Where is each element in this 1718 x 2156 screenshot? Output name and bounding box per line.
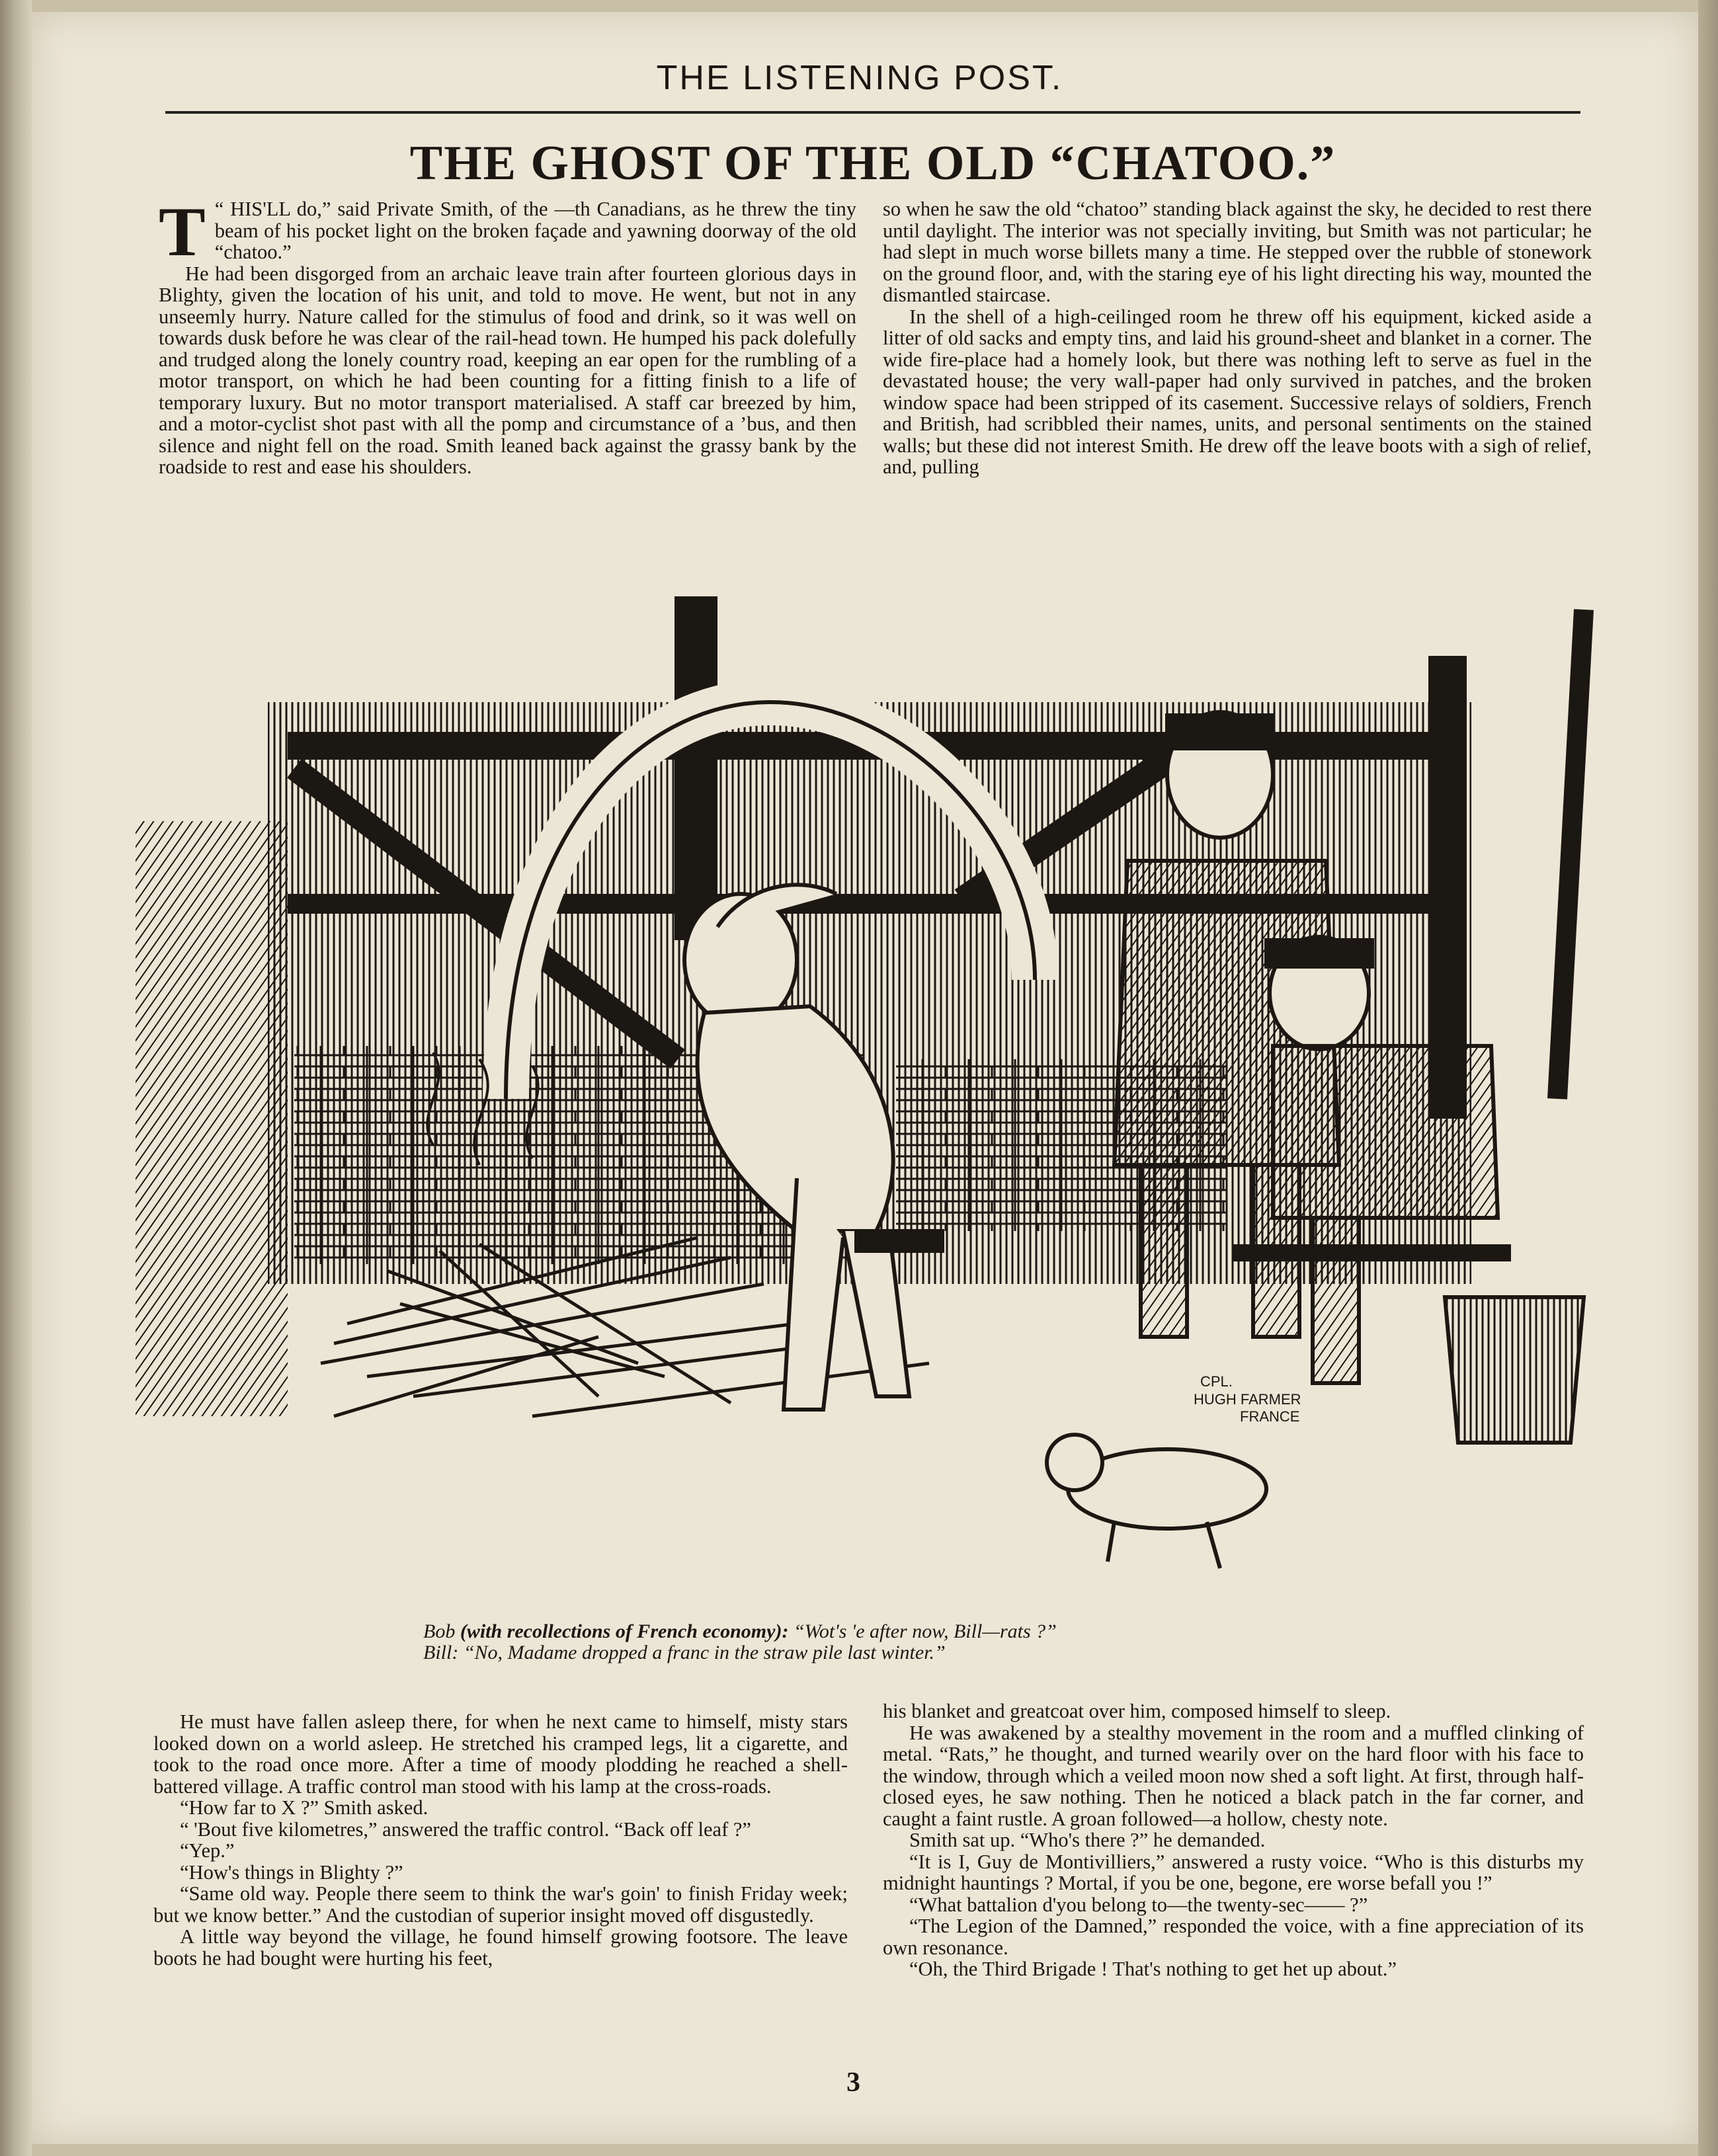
paragraph: “The Legion of the Damned,” responded the voice, with a fine appreciation of its own resonance.	[883, 1915, 1584, 1959]
paragraph: “How's things in Blighty ?”	[180, 1860, 403, 1884]
paragraph: “What battalion d'you belong to—the twenty-sec—— ?”	[909, 1893, 1368, 1916]
paragraph: his blanket and greatcoat over him, composed himself to sleep.	[883, 1700, 1391, 1722]
paragraph: “Yep.”	[180, 1839, 235, 1862]
article-title: THE GHOST OF THE OLD “CHATOO.”	[409, 136, 1336, 190]
drop-cap: T	[159, 193, 206, 270]
dog	[1047, 1435, 1266, 1568]
paragraph: so when he saw the old “chatoo” standing black against the sky, he decided to rest there until daylight. The interior was not specially inviting, but Smith was not particular; he had slept in much worse billets many a time. He stepped over the rubble of stonework on the ground floor, and, with the staring eye of his light directing his way, mounted the dismantled staircase.	[883, 198, 1592, 306]
paragraph: He must have fallen asleep there, for when he next came to himself, misty stars looked down on a world asleep. He stretched his cramped legs, lit a cigarette, and took to the road once more. After a time of moody plodding he reached a shell-battered village. A traffic control man stood with his lamp at the cross-roads.	[153, 1710, 848, 1798]
book-binding-edge	[0, 0, 32, 2156]
cartoon-drawing	[136, 583, 1600, 1601]
header-rule	[165, 111, 1580, 114]
paragraph: “It is I, Guy de Montivilliers,” answered a rusty voice. “Who is this disturbs my midnight hauntings ? Mortal, if you be one, begone, ere worse befall you !”	[883, 1850, 1584, 1894]
page-edge	[1698, 0, 1718, 2156]
paragraph: Smith sat up. “Who's there ?” he demanded.	[909, 1829, 1266, 1851]
paragraph: “How far to X ?” Smith asked.	[180, 1796, 429, 1819]
wooden-post	[675, 596, 717, 940]
column-1-bottom	[153, 1711, 848, 1969]
paragraph: In the shell of a high-ceilinged room he threw off his equipment, kicked aside a litter of old sacks and empty tins, and laid his ground-sheet and blanket in a corner. The wide fire-place had a homely look, but there was nothing left to serve as fuel in the devastated house; the very wall-paper had only survived in patches, and the broken window space had been stripped of its casement. Successive relays of soldiers, French and British, had scribbled their names, units, and personal sentiments on the stained walls; but these did not interest Smith. He drew off the leave boots with a sigh of relief, and, pulling	[883, 305, 1592, 478]
paragraph: “Same old way. People there seem to think the war's goin' to finish Friday week; but we know better.” And the custodian of superior insight moved off disgustedly.	[153, 1882, 848, 1927]
illustration-caption	[423, 1621, 1415, 1663]
running-head: THE LISTENING POST.	[656, 59, 1063, 97]
column-2-bottom	[883, 1700, 1584, 1980]
rifle	[1557, 610, 1584, 1099]
caption-line-1: Bob (with recollections of French economy): “Wot's 'e after now, Bill—rats ?”	[423, 1620, 1057, 1642]
bucket	[1445, 1297, 1584, 1443]
column-1-top	[159, 193, 856, 478]
cartoon-illustration	[136, 583, 1600, 1601]
bench	[1233, 1244, 1511, 1261]
artist-signature: FRANCE	[1240, 1408, 1300, 1425]
caption-line-2: Bill: “No, Madame dropped a franc in the straw pile last winter.”	[423, 1642, 946, 1663]
artist-signature: HUGH FARMER	[1194, 1391, 1301, 1408]
page-number: 3	[846, 2067, 860, 2098]
paragraph: T “ HIS'LL do,” said Private Smith, of the —th Canadians, as he threw the tiny beam of his pocket light on the broken façade and yawning doorway of the old “chatoo.”	[159, 193, 856, 270]
paragraph: “ 'Bout five kilometres,” answered the traffic control. “Back off leaf ?”	[180, 1817, 751, 1841]
paragraph: “Oh, the Third Brigade ! That's nothing to get het up about.”	[909, 1958, 1397, 1980]
paragraph: A little way beyond the village, he found himself growing footsore. The leave boots he had bought were hurting his feet,	[153, 1925, 848, 1970]
left-pillar	[136, 821, 288, 1416]
artist-signature: CPL.	[1200, 1373, 1233, 1390]
paragraph: He was awakened by a stealthy movement in the room and a muffled clinking of metal. “Rats,” he thought, and turned wearily over on the hard floor with his face to the window, through which a veiled moon now shed a soft light. At first, through half-closed eyes, he saw nothing. Then he noticed a black patch in the far corner, and caught a faint rustle. A groan followed—a hollow, chesty note.	[883, 1721, 1584, 1830]
paragraph: He had been disgorged from an archaic leave train after fourteen glorious days in Blighty, given the location of his unit, and told to move. He went, but not in any unseemly hurry. Nature called for the stimulus of food and drink, so it was well on towards dusk before he was clear of the rail-head town. He humped his pack dolefully and trudged along the lonely country road, keeping an ear open for the rumbling of a motor transport, on which he had been counting for a fitting finish to a life of temporary luxury. But no motor transport materialised. A staff car breezed by him, and a motor-cyclist shot past with all the pomp and circumstance of a ’bus, and then silence and night fell on the road. Smith leaned back against the grassy bank by the roadside to rest and ease his shoulders.	[159, 262, 856, 478]
column-2-top	[883, 198, 1592, 478]
